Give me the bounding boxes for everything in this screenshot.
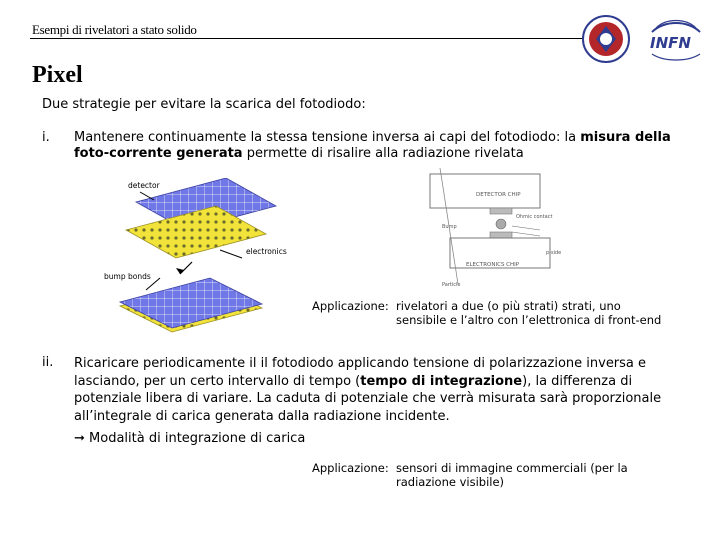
item2-text-a: Ricaricare periodicamente il il fotodiodo applicando tensione di polarizzazione inversa e lasciando, per un certo intervallo di tempo (	[74, 356, 647, 389]
integration-mode-text: Modalità di integrazione di carica	[89, 431, 306, 446]
application-2-line1: sensori di immagine commerciali (per la	[396, 461, 628, 475]
label-p-side: p-side	[546, 250, 562, 256]
label-electronics: electronics	[246, 247, 287, 256]
item1-text-a: Mantenere continuamente la stessa tensione inversa ai capi del fotodiodo: la	[74, 130, 581, 145]
page-title: Pixel	[32, 62, 83, 88]
header-divider	[30, 38, 610, 39]
item1-text	[74, 130, 674, 162]
label-bump: Bump	[442, 224, 457, 230]
item2-text-b: ), la differenza di potenziale libera di variare. La caduta di potenziale che verrà misurata sarà proporzionale all’integrale di carica generata dalla radiazione incidente.	[74, 373, 662, 424]
application-1-label: Applicazione:	[312, 299, 389, 313]
intro-text: Due strategie per evitare la scarica del fotodiodo:	[42, 97, 366, 112]
application-2-line2: radiazione visibile)	[396, 475, 505, 489]
label-ohmic-contact: Ohmic contact	[516, 214, 553, 220]
item1-bold: misura della foto-corrente generata	[74, 130, 671, 161]
arrow-icon: ➞	[74, 431, 85, 446]
label-detector: detector	[128, 181, 160, 190]
pixel-detector-figure	[100, 178, 310, 338]
application-1-line2: sensibile e l’altro con l’elettronica di front-end	[396, 313, 662, 327]
item2-text	[74, 355, 694, 425]
item2-bold: tempo di integrazione	[360, 373, 523, 389]
item1-number: i.	[42, 130, 50, 145]
header-title: Esempi di rivelatori a stato solido	[32, 22, 197, 37]
application-1-line1: rivelatori a due (o più strati) strati, uno	[396, 299, 621, 313]
university-seal-logo	[578, 14, 634, 64]
item1-text-b: permette di risalire alla radiazione rivelata	[242, 146, 524, 161]
application-2-label: Applicazione:	[312, 461, 389, 475]
cross-section-figure	[420, 168, 570, 290]
item2-number: ii.	[42, 355, 54, 370]
infn-logo	[644, 18, 706, 62]
label-bump-bonds: bump bonds	[104, 272, 151, 281]
integration-mode-line	[74, 431, 305, 446]
detector-layer-bottom	[120, 278, 262, 328]
label-detector-chip: DETECTOR CHIP	[476, 192, 521, 198]
infn-logo-text: INFN	[650, 34, 691, 52]
label-particle: Particle	[442, 282, 461, 288]
label-electronics-chip: ELECTRONICS CHIP	[466, 262, 520, 268]
